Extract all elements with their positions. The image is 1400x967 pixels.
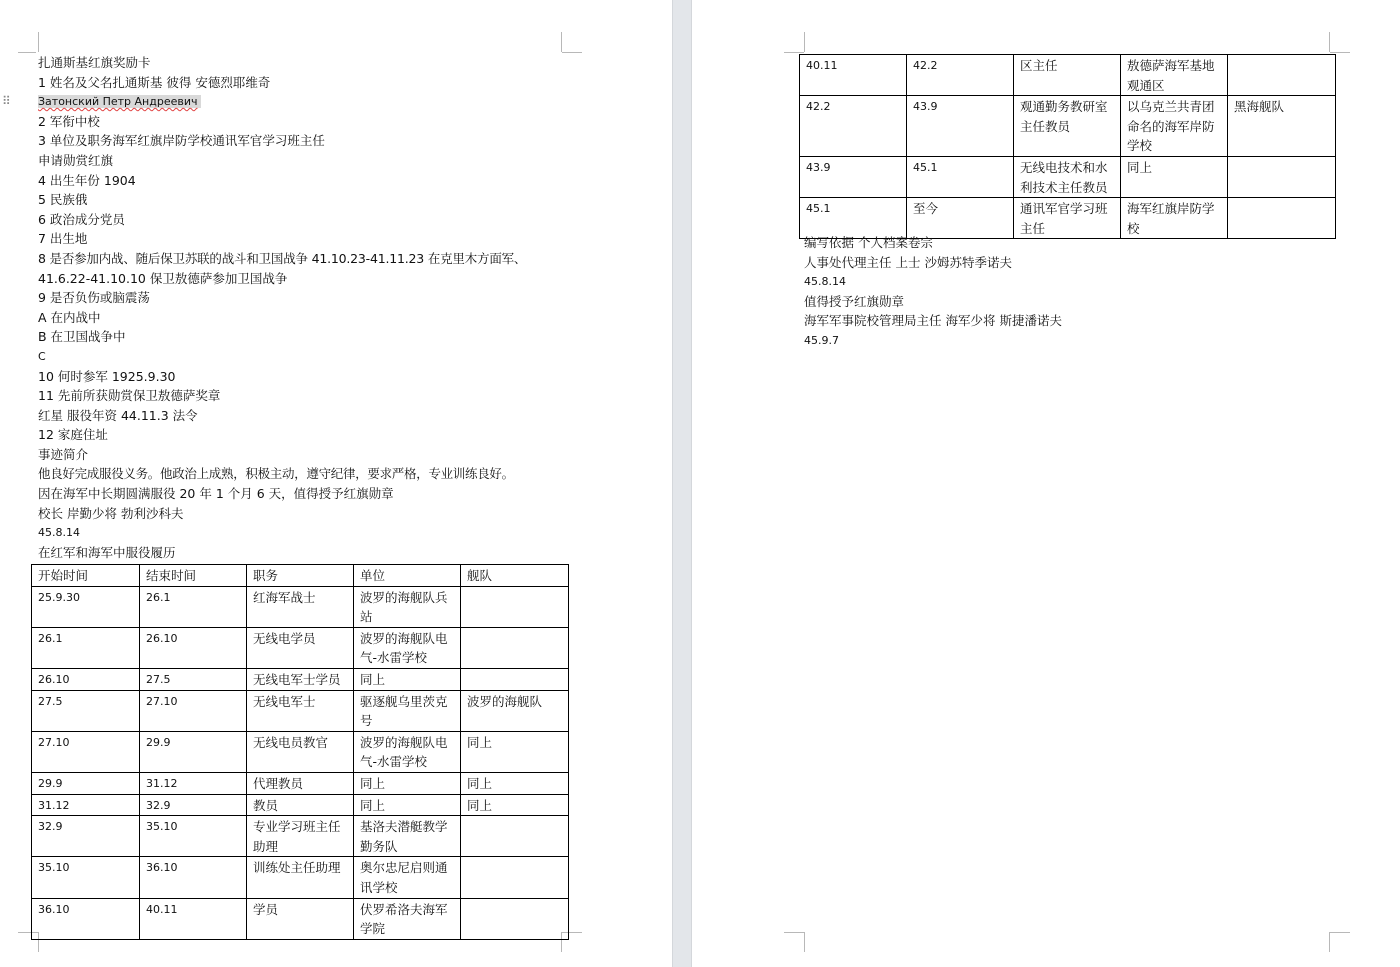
table-row xyxy=(800,55,1336,96)
table-cell[interactable]: 29.9 xyxy=(32,772,140,794)
table-row xyxy=(32,731,569,772)
table-cell[interactable]: 43.9 xyxy=(907,96,1014,157)
table-cell[interactable]: 波罗的海舰队 xyxy=(461,690,569,731)
table-cell[interactable]: 32.9 xyxy=(32,816,140,857)
table-row xyxy=(32,668,569,690)
table-cell[interactable]: 无线电员教官 xyxy=(247,731,354,772)
table-cell[interactable]: 36.10 xyxy=(32,898,140,939)
table-cell[interactable]: 同上 xyxy=(354,668,461,690)
table-cell[interactable]: 45.1 xyxy=(907,156,1014,197)
text-line: 2 军衔中校 xyxy=(38,113,100,129)
crop-mark-top-right-v xyxy=(1329,32,1330,52)
table-cell[interactable] xyxy=(461,668,569,690)
table-row xyxy=(32,794,569,816)
document-body-left xyxy=(38,53,578,562)
date-line: 45.9.7 xyxy=(804,333,839,347)
table-cell[interactable]: 基洛夫潜艇教学勤务队 xyxy=(354,816,461,857)
table-cell[interactable]: 奥尔忠尼启则通讯学校 xyxy=(354,857,461,898)
column-header-unit: 单位 xyxy=(354,565,461,587)
table-cell[interactable]: 区主任 xyxy=(1014,55,1121,96)
table-cell[interactable]: 42.2 xyxy=(800,96,907,157)
table-cell[interactable]: 红海军战士 xyxy=(247,586,354,627)
paragraph-drag-handle-icon[interactable]: ⠿ xyxy=(2,94,10,108)
table-cell[interactable]: 43.9 xyxy=(800,156,907,197)
text-line: 12 家庭住址 xyxy=(38,427,108,443)
table-cell[interactable]: 42.2 xyxy=(907,55,1014,96)
text-line: C xyxy=(38,349,46,363)
document-page-left xyxy=(0,0,672,967)
crop-mark-bottom-right xyxy=(1330,932,1350,933)
text-line: 6 政治成分党员 xyxy=(38,211,125,227)
table-cell[interactable]: 同上 xyxy=(461,772,569,794)
table-cell[interactable]: 敖德萨海军基地观通区 xyxy=(1121,55,1228,96)
text-line: 5 民族俄 xyxy=(38,192,88,208)
text-line: 11 先前所获勋赏保卫敖德萨奖章 xyxy=(38,388,221,404)
table-cell[interactable]: 无线电学员 xyxy=(247,627,354,668)
table-row xyxy=(32,586,569,627)
table-cell[interactable]: 26.10 xyxy=(140,627,247,668)
column-header-position: 职务 xyxy=(247,565,354,587)
table-cell[interactable]: 26.10 xyxy=(32,668,140,690)
page-gutter xyxy=(672,0,692,967)
signature-line: 海军军事院校管理局主任 海军少将 斯捷潘诺夫 xyxy=(804,313,1062,329)
table-row xyxy=(32,690,569,731)
document-body-right xyxy=(804,233,1304,351)
signature-line: 校长 岸勤少将 勃利沙科夫 xyxy=(38,505,184,521)
text-line: 值得授予红旗勋章 xyxy=(804,293,905,309)
column-header-end: 结束时间 xyxy=(140,565,247,587)
text-line: 10 何时参军 1925.9.30 xyxy=(38,368,176,384)
table-cell[interactable]: 通讯军官学习班主任 xyxy=(1014,198,1121,239)
table-cell[interactable]: 27.10 xyxy=(140,690,247,731)
table-row xyxy=(32,857,569,898)
crop-mark-bottom-right-v xyxy=(1329,932,1330,952)
table-cell[interactable]: 无线电军士 xyxy=(247,690,354,731)
table-cell[interactable]: 26.1 xyxy=(32,627,140,668)
text-line: 编写依据 个人档案卷宗 xyxy=(804,235,933,250)
table-cell[interactable]: 31.12 xyxy=(32,794,140,816)
table-cell[interactable]: 同上 xyxy=(461,731,569,772)
column-header-start: 开始时间 xyxy=(32,565,140,587)
section-heading: 在红军和海军中服役履历 xyxy=(38,544,176,560)
table-row xyxy=(32,772,569,794)
table-cell[interactable]: 无线电军士学员 xyxy=(247,668,354,690)
table-cell[interactable]: 45.1 xyxy=(800,198,907,239)
table-cell[interactable]: 27.10 xyxy=(32,731,140,772)
table-cell[interactable]: 25.9.30 xyxy=(32,586,140,627)
text-line: 9 是否负伤或脑震荡 xyxy=(38,290,150,306)
table-cell[interactable]: 29.9 xyxy=(140,731,247,772)
table-cell[interactable] xyxy=(461,816,569,857)
table-cell[interactable]: 同上 xyxy=(354,794,461,816)
table-cell[interactable]: 以乌克兰共青团命名的海军岸防学校 xyxy=(1121,96,1228,157)
table-cell[interactable]: 同上 xyxy=(461,794,569,816)
text-line: B 在卫国战争中 xyxy=(38,329,126,345)
date-line: 45.8.14 xyxy=(804,275,846,289)
signature-line: 人事处代理主任 上士 沙姆苏特季诺夫 xyxy=(804,254,1012,270)
table-cell[interactable]: 35.10 xyxy=(32,857,140,898)
table-cell[interactable] xyxy=(1228,55,1336,96)
table-cell[interactable]: 同上 xyxy=(354,772,461,794)
table-cell[interactable]: 至今 xyxy=(907,198,1014,239)
table-cell[interactable]: 伏罗希洛夫海军学院 xyxy=(354,898,461,939)
table-row xyxy=(32,816,569,857)
text-line: 7 出生地 xyxy=(38,231,88,247)
table-cell[interactable]: 黑海舰队 xyxy=(1228,96,1336,157)
table-row xyxy=(32,627,569,668)
crop-mark-top-left-v xyxy=(804,32,805,52)
crop-mark-top-right xyxy=(1330,52,1350,53)
crop-mark-bottom-left xyxy=(784,932,804,933)
table-cell[interactable]: 无线电技术和水利技术主任教员 xyxy=(1014,156,1121,197)
table-cell[interactable]: 35.10 xyxy=(140,816,247,857)
table-cell[interactable]: 波罗的海舰队电气-水雷学校 xyxy=(354,731,461,772)
text-line: 3 单位及职务海军红旗岸防学校通讯军官学习班主任 xyxy=(38,133,325,149)
table-cell[interactable]: 31.12 xyxy=(140,772,247,794)
table-cell[interactable] xyxy=(461,857,569,898)
table-cell[interactable]: 教员 xyxy=(247,794,354,816)
text-line: 申请勋赏红旗 xyxy=(38,152,114,168)
table-cell[interactable]: 27.5 xyxy=(140,668,247,690)
text-line: 因在海军中长期圆满服役 20 年 1 个月 6 天，值得授予红旗勋章 xyxy=(38,486,394,502)
crop-mark-top-right-v xyxy=(561,32,562,52)
table-cell[interactable]: 同上 xyxy=(1121,156,1228,197)
table-cell[interactable] xyxy=(1228,156,1336,197)
table-cell[interactable]: 专业学习班主任助理 xyxy=(247,816,354,857)
table-cell[interactable]: 27.5 xyxy=(32,690,140,731)
crop-mark-bottom-left-v xyxy=(804,932,805,952)
table-row xyxy=(800,96,1336,157)
crop-mark-top-left-v xyxy=(38,32,39,52)
text-line: 1 姓名及父名扎通斯基 彼得 安德烈耶维奇 xyxy=(38,74,271,90)
crop-mark-top-left xyxy=(18,52,36,53)
text-line: 红星 服役年资 44.11.3 法令 xyxy=(38,407,198,423)
date-line: 45.8.14 xyxy=(38,526,80,540)
table-cell[interactable]: 40.11 xyxy=(800,55,907,96)
table-cell[interactable]: 学员 xyxy=(247,898,354,939)
section-heading: 事迹简介 xyxy=(38,446,89,462)
table-cell[interactable]: 32.9 xyxy=(140,794,247,816)
crop-mark-top-left xyxy=(784,52,804,53)
table-row xyxy=(32,898,569,939)
text-line: A 在内战中 xyxy=(38,309,101,325)
table-cell[interactable]: 36.10 xyxy=(140,857,247,898)
text-line: 4 出生年份 1904 xyxy=(38,172,136,188)
table-cell[interactable]: 26.1 xyxy=(140,586,247,627)
russian-name[interactable]: Затонский Петр Андреевич xyxy=(38,95,201,108)
table-cell[interactable]: 40.11 xyxy=(140,898,247,939)
text-line: 41.6.22-41.10.10 保卫敖德萨参加卫国战争 xyxy=(38,270,288,286)
table-cell[interactable] xyxy=(461,586,569,627)
table-cell[interactable]: 海军红旗岸防学校 xyxy=(1121,198,1228,239)
table-cell[interactable]: 训练处主任助理 xyxy=(247,857,354,898)
russian-name-line xyxy=(38,92,578,112)
table-cell[interactable]: 观通勤务教研室主任教员 xyxy=(1014,96,1121,157)
text-line: 他良好完成服役义务。他政治上成熟，积极主动，遵守纪律，要求严格，专业训练良好。 xyxy=(38,466,514,482)
table-cell[interactable] xyxy=(461,898,569,939)
text-line: 8 是否参加内战、随后保卫苏联的战斗和卫国战争 41.10.23-41.11.23 在克里木方面军、 xyxy=(38,250,527,266)
table-header-row xyxy=(32,565,569,587)
column-header-fleet: 舰队 xyxy=(461,565,569,587)
table-cell[interactable]: 波罗的海舰队兵站 xyxy=(354,586,461,627)
service-history-table xyxy=(31,564,569,940)
table-cell[interactable] xyxy=(461,627,569,668)
table-cell[interactable]: 波罗的海舰队电气-水雷学校 xyxy=(354,627,461,668)
table-row xyxy=(800,156,1336,197)
service-history-table-continued xyxy=(799,54,1336,239)
table-cell[interactable]: 代理教员 xyxy=(247,772,354,794)
document-title: 扎通斯基红旗奖励卡 xyxy=(38,55,151,70)
table-cell[interactable]: 驱逐舰乌里茨克号 xyxy=(354,690,461,731)
